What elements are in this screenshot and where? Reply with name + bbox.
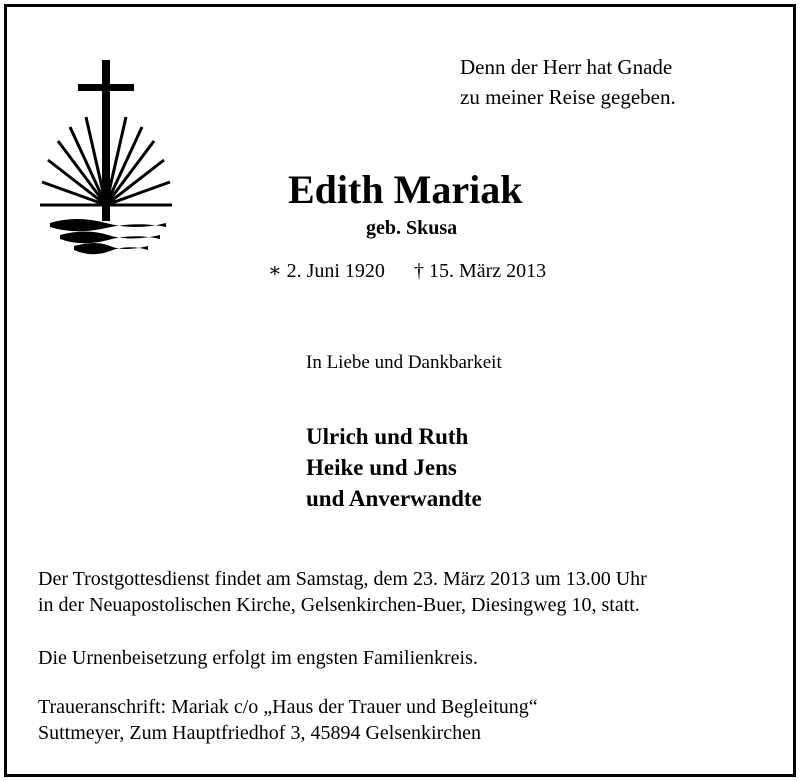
mourners-list xyxy=(306,421,482,514)
mourners-intro: In Liebe und Dankbarkeit xyxy=(306,352,502,373)
quote-line-2: zu meiner Reise gegeben. xyxy=(460,85,676,109)
service-line: in der Neuapostolischen Kirche, Gelsenkirchen-Buer, Diesingweg 10, statt. xyxy=(38,594,640,616)
mourning-address xyxy=(38,694,538,746)
bible-quote xyxy=(460,52,676,112)
death-date: † 15. März 2013 xyxy=(413,260,547,282)
address-line: Suttmeyer, Zum Hauptfriedhof 3, 45894 Gelsenkirchen xyxy=(38,722,481,744)
deceased-name: Edith Mariak xyxy=(288,167,523,212)
cross-sunrise-icon xyxy=(36,55,178,255)
life-dates xyxy=(268,258,546,283)
service-notice xyxy=(38,566,647,618)
quote-line-1: Denn der Herr hat Gnade xyxy=(460,55,673,79)
address-line: Traueranschrift: Mariak c/o „Haus der Trauer und Begleitung“ xyxy=(38,696,538,718)
maiden-name: geb. Skusa xyxy=(366,217,458,239)
service-line: Der Trostgottesdienst findet am Samstag, dem 23. März 2013 um 13.00 Uhr xyxy=(38,568,647,590)
mourner-line: Heike und Jens xyxy=(306,455,457,480)
urn-notice: Die Urnenbeisetzung erfolgt im engsten Familienkreis. xyxy=(38,647,478,669)
mourner-line: Ulrich und Ruth xyxy=(306,424,469,449)
mourner-line: und Anverwandte xyxy=(306,486,482,511)
birth-date: ∗ 2. Juni 1920 xyxy=(268,260,385,282)
